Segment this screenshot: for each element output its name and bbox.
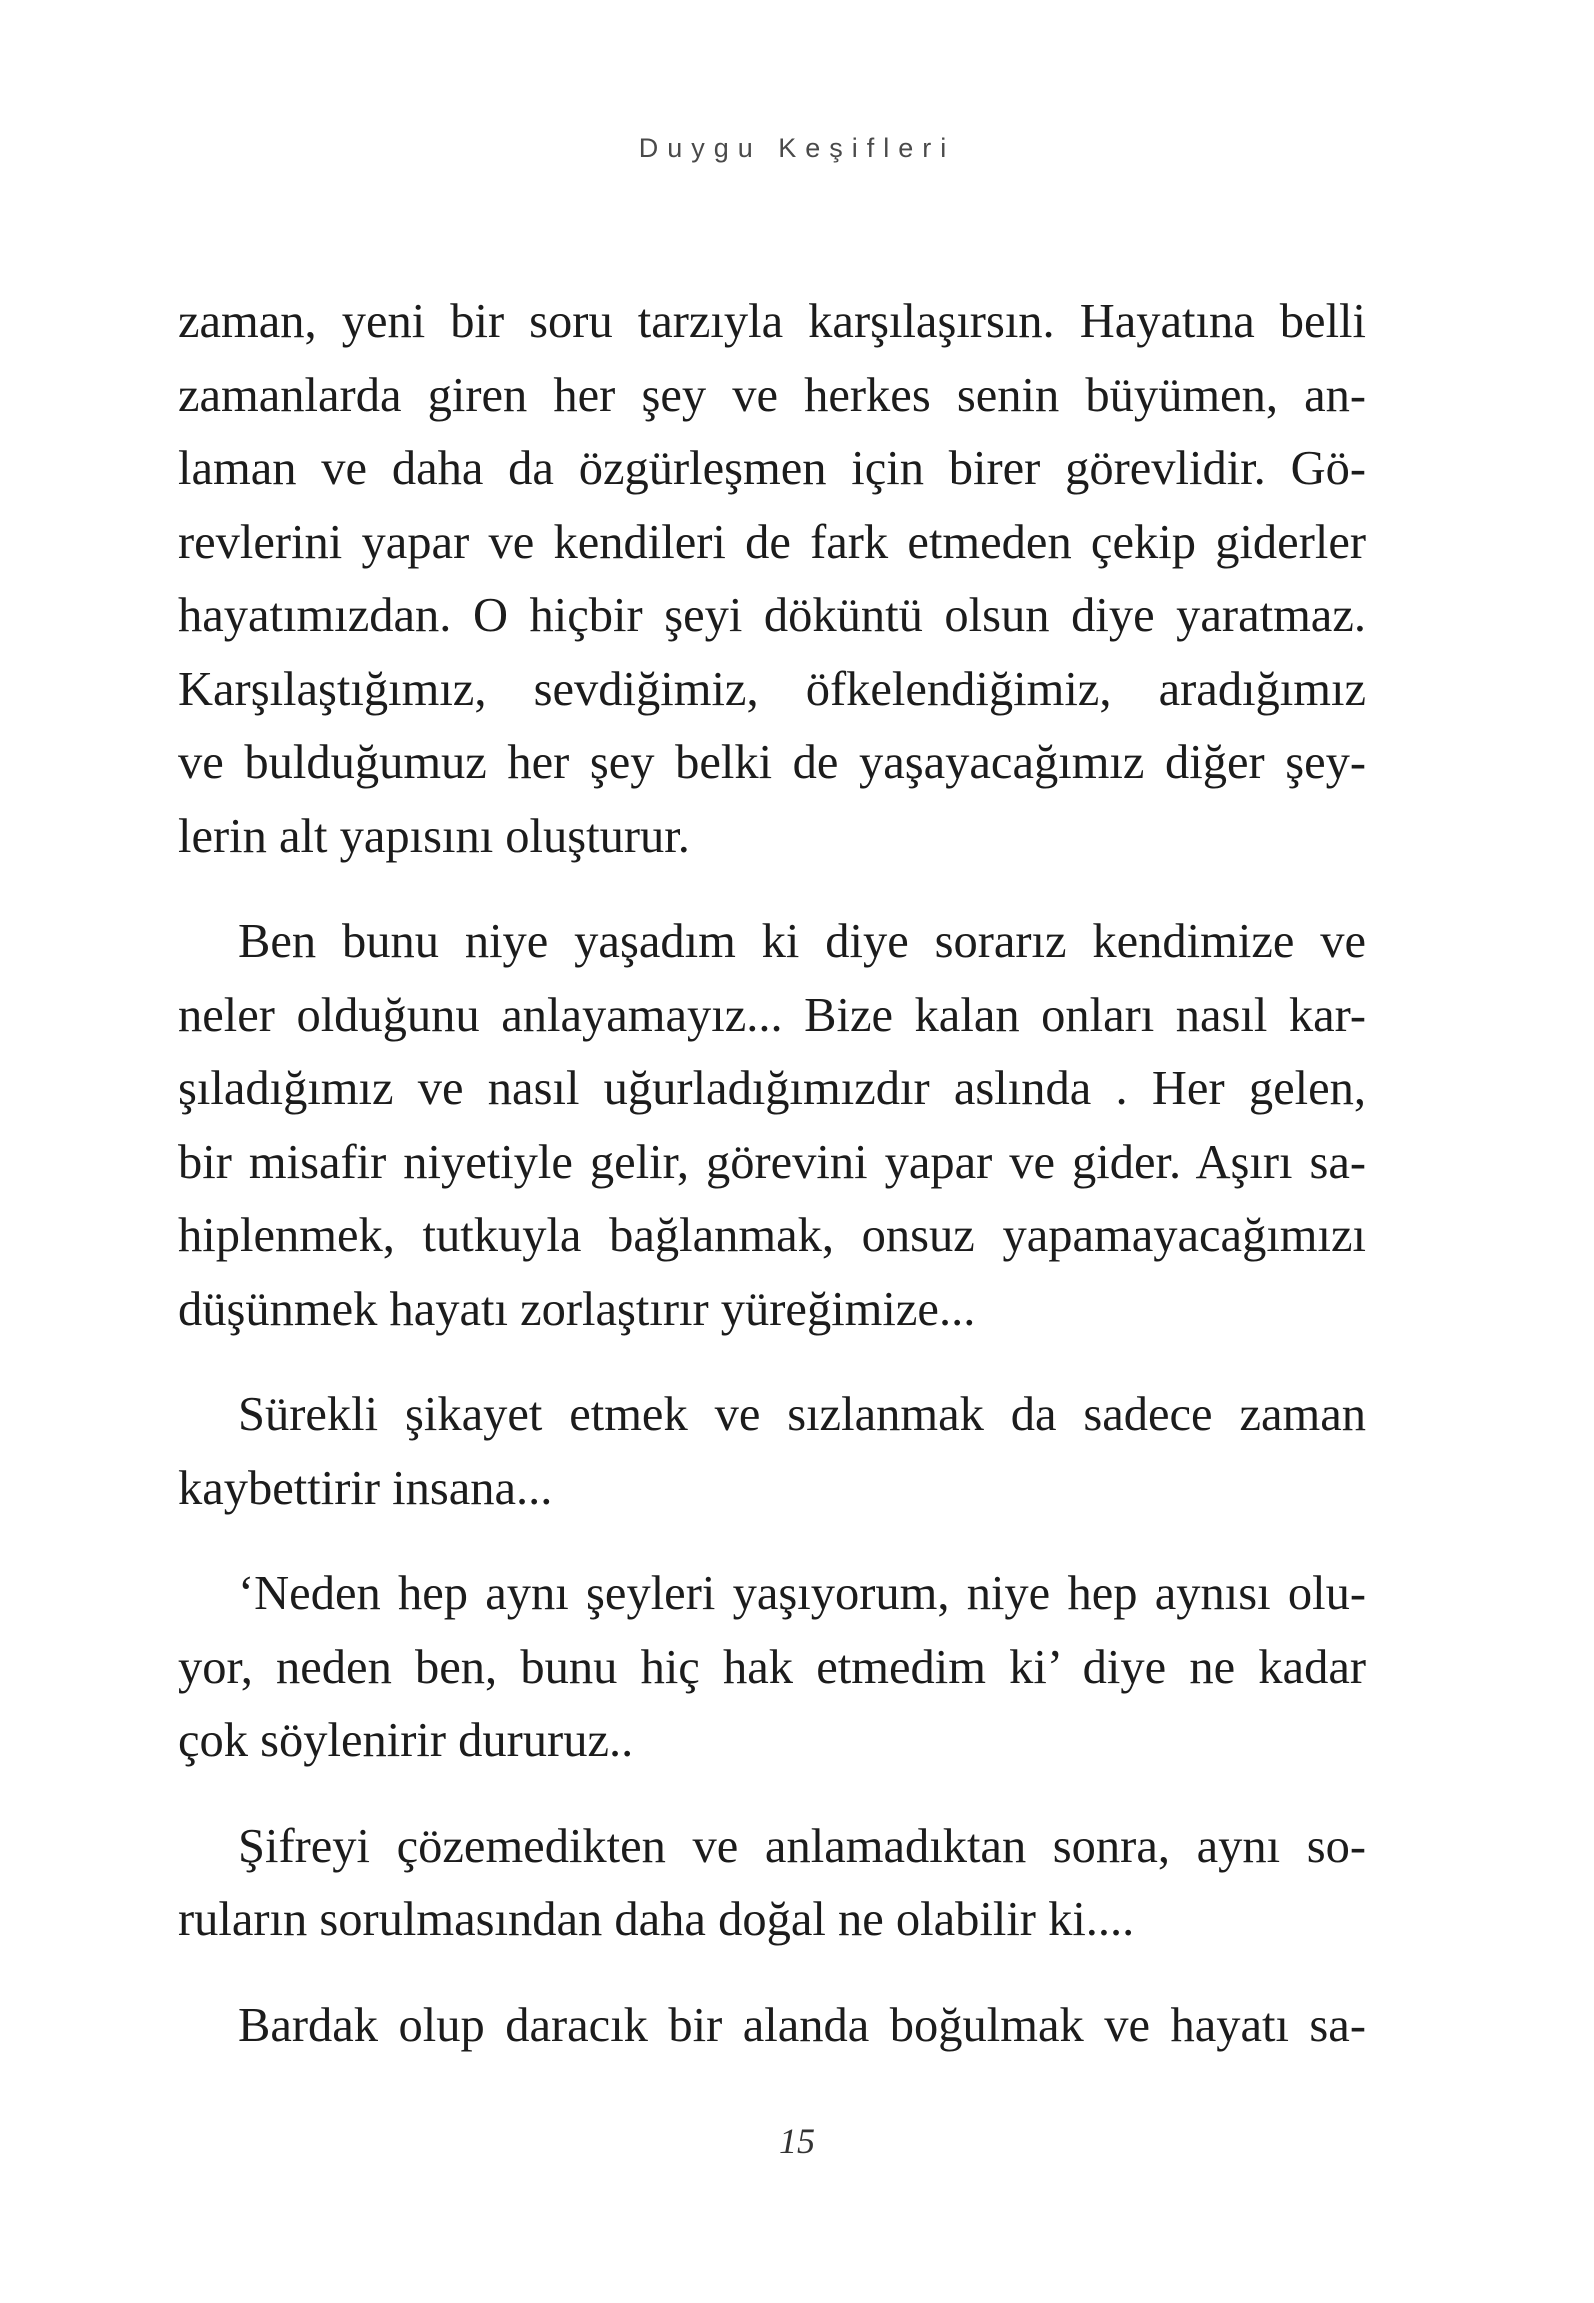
body-text xyxy=(178,285,1366,2094)
running-header: Duygu Keşifleri xyxy=(638,133,956,163)
text-line: bir misafir niyetiyle gelir, görevini yapar ve gider. Aşırı sa- xyxy=(178,1135,1366,1189)
text-line: kaybettirir insana... xyxy=(178,1461,553,1515)
paragraph xyxy=(178,1557,1366,1778)
text-line: Bardak olup daracık bir alanda boğulmak ve hayatı sa- xyxy=(238,1998,1366,2052)
text-line: Karşılaştığımız, sevdiğimiz, öfkelendiğimiz, aradığımız xyxy=(178,662,1366,716)
text-line: ‘Neden hep aynı şeyleri yaşıyorum, niye hep aynısı olu- xyxy=(238,1567,1366,1620)
paragraph xyxy=(178,1378,1366,1525)
text-line: hiplenmek, tutkuyla bağlanmak, onsuz yapamayacağımızı xyxy=(178,1209,1366,1262)
text-line: yor, neden ben, bunu hiç hak etmedim ki’ diye ne kadar xyxy=(178,1640,1366,1694)
text-line: hayatımızdan. O hiçbir şeyi döküntü olsun diye yaratmaz. xyxy=(178,589,1366,642)
text-line: zaman, yeni bir soru tarzıyla karşılaşırsın. Hayatına belli xyxy=(178,295,1366,348)
text-line: lerin alt yapısını oluşturur. xyxy=(178,809,690,863)
text-line: düşünmek hayatı zorlaştırır yüreğimize... xyxy=(178,1282,976,1336)
text-line: neler olduğunu anlayamayız... Bize kalan onları nasıl kar- xyxy=(178,988,1366,1042)
paragraph xyxy=(178,285,1366,873)
page-number: 15 xyxy=(779,2121,815,2161)
text-line: ruların sorulmasından daha doğal ne olabilir ki.... xyxy=(178,1893,1135,1946)
text-line: şıladığımız ve nasıl uğurladığımızdır aslında . Her gelen, xyxy=(178,1062,1366,1115)
text-line: Şifreyi çözemedikten ve anlamadıktan sonra, aynı so- xyxy=(238,1819,1366,1873)
text-line: Ben bunu niye yaşadım ki diye sorarız kendimize ve xyxy=(238,915,1366,968)
text-line: revlerini yapar ve kendileri de fark etmeden çekip giderler xyxy=(178,515,1366,569)
paragraph xyxy=(178,1810,1366,1957)
text-line: zamanlarda giren her şey ve herkes senin büyümen, an- xyxy=(178,368,1366,422)
text-line: laman ve daha da özgürleşmen için birer görevlidir. Gö- xyxy=(178,442,1366,495)
text-line: çok söylenirir dururuz.. xyxy=(178,1714,634,1767)
paragraph xyxy=(178,1989,1366,2063)
text-line: ve bulduğumuz her şey belki de yaşayacağımız diğer şey- xyxy=(178,736,1366,789)
text-line: Sürekli şikayet etmek ve sızlanmak da sadece zaman xyxy=(238,1388,1366,1441)
paragraph xyxy=(178,905,1366,1346)
